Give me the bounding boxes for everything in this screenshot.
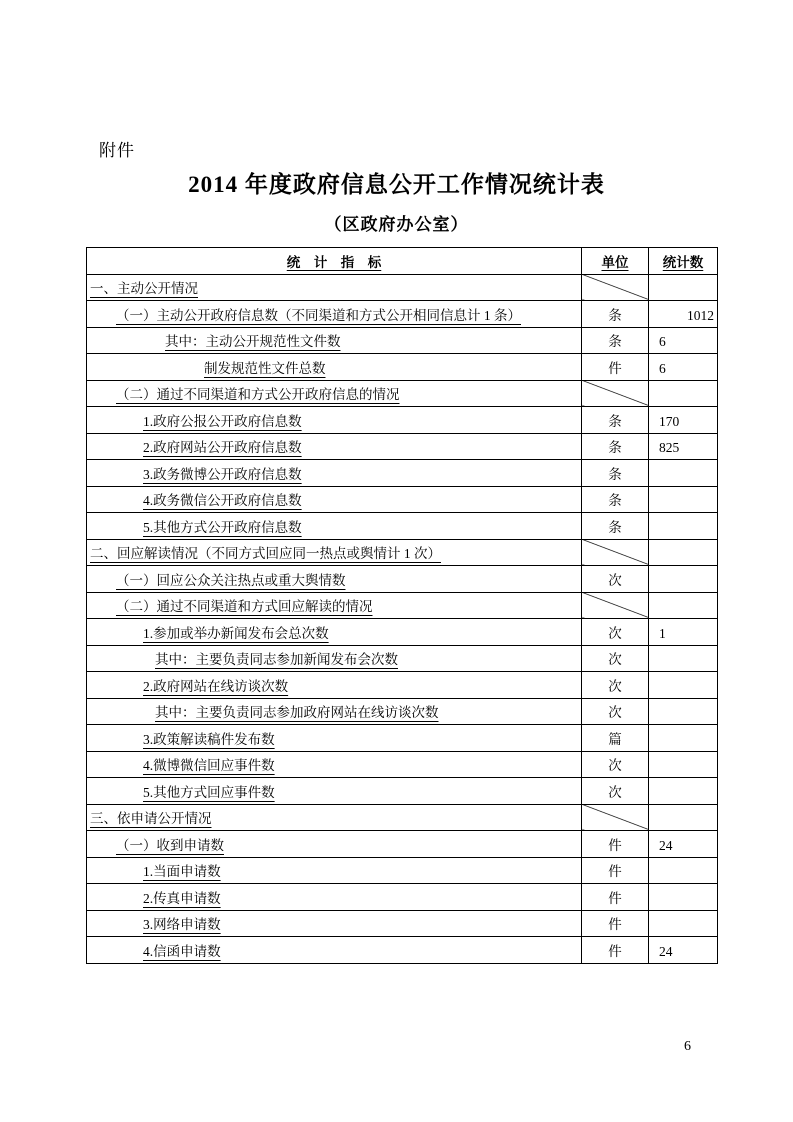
value-cell: 825	[649, 433, 718, 460]
indicator-label: 一、主动公开情况	[90, 281, 198, 296]
indicator-cell	[87, 751, 582, 778]
unit-cell: 条	[582, 433, 649, 460]
indicator-cell	[87, 910, 582, 937]
indicator-cell	[87, 857, 582, 884]
table-row	[87, 778, 718, 805]
value-cell	[649, 778, 718, 805]
unit-cell: 件	[582, 354, 649, 381]
unit-cell: 条	[582, 486, 649, 513]
table-row	[87, 274, 718, 301]
table-row	[87, 407, 718, 434]
unit-cell-slash	[582, 380, 649, 407]
indicator-cell	[87, 592, 582, 619]
table-row	[87, 380, 718, 407]
value-cell	[649, 380, 718, 407]
table-row	[87, 539, 718, 566]
page-subtitle: （区政府办公室）	[324, 215, 469, 234]
unit-cell-slash	[582, 539, 649, 566]
unit-cell: 条	[582, 301, 649, 328]
value-cell	[649, 486, 718, 513]
indicator-cell	[87, 327, 582, 354]
value-cell	[649, 566, 718, 593]
indicator-label: （一）主动公开政府信息数（不同渠道和方式公开相同信息计 1 条）	[116, 307, 521, 323]
indicator-cell	[87, 380, 582, 407]
table-row	[87, 831, 718, 858]
table-row	[87, 486, 718, 513]
indicator-label: 1.参加或举办新闻发布会总次数	[143, 625, 329, 641]
value-cell	[649, 460, 718, 487]
indicator-label: 三、依申请公开情况	[90, 811, 212, 826]
indicator-cell	[87, 539, 582, 566]
indicator-cell	[87, 672, 582, 699]
table-row	[87, 804, 718, 831]
unit-cell: 次	[582, 672, 649, 699]
indicator-cell	[87, 831, 582, 858]
unit-cell: 条	[582, 460, 649, 487]
value-cell	[649, 804, 718, 831]
unit-cell: 条	[582, 513, 649, 540]
indicator-cell	[87, 274, 582, 301]
unit-cell: 次	[582, 619, 649, 646]
value-cell	[649, 884, 718, 911]
table-row	[87, 460, 718, 487]
table-header-row	[87, 248, 718, 275]
indicator-cell	[87, 778, 582, 805]
page-number: 6	[684, 1039, 691, 1054]
indicator-label: 5.其他方式公开政府信息数	[143, 519, 302, 535]
value-cell	[649, 725, 718, 752]
table-row	[87, 327, 718, 354]
unit-cell: 条	[582, 327, 649, 354]
value-cell: 6	[649, 327, 718, 354]
table-row	[87, 884, 718, 911]
indicator-label: 2.传真申请数	[143, 890, 221, 906]
value-cell: 24	[649, 831, 718, 858]
value-cell	[649, 539, 718, 566]
table-row	[87, 725, 718, 752]
column-header-count-label: 统计数	[662, 254, 704, 270]
indicator-cell	[87, 566, 582, 593]
table-row	[87, 566, 718, 593]
indicator-label: 3.政务微博公开政府信息数	[143, 466, 302, 482]
unit-cell: 次	[582, 566, 649, 593]
indicator-cell	[87, 804, 582, 831]
unit-cell: 条	[582, 407, 649, 434]
unit-cell-slash	[582, 804, 649, 831]
indicator-cell	[87, 619, 582, 646]
indicator-label: （一）收到申请数	[116, 837, 224, 853]
indicator-cell	[87, 433, 582, 460]
unit-cell: 次	[582, 778, 649, 805]
table-row	[87, 301, 718, 328]
indicator-cell	[87, 407, 582, 434]
indicator-label: 1.当面申请数	[143, 864, 221, 879]
column-header-indicator-label: 统 计 指 标	[286, 254, 382, 270]
value-cell: 1	[649, 619, 718, 646]
indicator-cell	[87, 354, 582, 381]
unit-cell: 次	[582, 645, 649, 672]
indicator-label: 1.政府公报公开政府信息数	[143, 413, 302, 429]
indicator-label: 其中：主要负责同志参加新闻发布会次数	[155, 652, 398, 667]
indicator-cell	[87, 884, 582, 911]
column-header-unit	[582, 248, 649, 275]
value-cell	[649, 910, 718, 937]
value-cell	[649, 274, 718, 301]
indicator-label: （二）通过不同渠道和方式公开政府信息的情况	[116, 387, 400, 402]
indicator-label: 2.政府网站在线访谈次数	[143, 678, 289, 694]
table-row	[87, 513, 718, 540]
indicator-cell	[87, 486, 582, 513]
unit-cell-slash	[582, 592, 649, 619]
unit-cell: 次	[582, 751, 649, 778]
value-cell: 6	[649, 354, 718, 381]
value-cell	[649, 672, 718, 699]
column-header-unit-label: 单位	[601, 254, 629, 270]
indicator-cell	[87, 301, 582, 328]
value-cell: 170	[649, 407, 718, 434]
statistics-table	[86, 247, 718, 964]
value-cell	[649, 857, 718, 884]
column-header-indicator	[87, 248, 582, 275]
indicator-label: 其中：主要负责同志参加政府网站在线访谈次数	[155, 705, 439, 720]
indicator-label: 4.微博微信回应事件数	[143, 758, 275, 773]
unit-cell: 篇	[582, 725, 649, 752]
table-row	[87, 354, 718, 381]
column-header-count	[649, 248, 718, 275]
value-cell	[649, 751, 718, 778]
indicator-cell	[87, 698, 582, 725]
indicator-cell	[87, 513, 582, 540]
value-cell: 24	[649, 937, 718, 964]
value-cell	[649, 592, 718, 619]
value-cell: 1012	[649, 301, 718, 328]
indicator-label: 2.政府网站公开政府信息数	[143, 440, 302, 455]
table-row	[87, 433, 718, 460]
indicator-label: （一）回应公众关注热点或重大舆情数	[116, 572, 346, 588]
indicator-label: 制发规范性文件总数	[204, 360, 326, 376]
indicator-cell	[87, 645, 582, 672]
unit-cell: 件	[582, 831, 649, 858]
table-row	[87, 592, 718, 619]
table-row	[87, 619, 718, 646]
table-row	[87, 645, 718, 672]
indicator-cell	[87, 937, 582, 964]
indicator-label: 二、回应解读情况（不同方式回应同一热点或舆情计 1 次）	[90, 546, 441, 561]
unit-cell: 件	[582, 910, 649, 937]
indicator-cell	[87, 725, 582, 752]
indicator-label: （二）通过不同渠道和方式回应解读的情况	[116, 599, 373, 614]
indicator-label: 4.政务微信公开政府信息数	[143, 493, 302, 508]
unit-cell: 次	[582, 698, 649, 725]
table-row	[87, 937, 718, 964]
page-title: 2014 年度政府信息公开工作情况统计表	[188, 172, 605, 197]
unit-cell: 件	[582, 937, 649, 964]
table-body	[87, 274, 718, 963]
value-cell	[649, 513, 718, 540]
table-row	[87, 910, 718, 937]
table-row	[87, 857, 718, 884]
indicator-label: 5.其他方式回应事件数	[143, 784, 275, 800]
indicator-label: 3.网络申请数	[143, 917, 221, 932]
indicator-label: 3.政策解读稿件发布数	[143, 731, 275, 747]
value-cell	[649, 698, 718, 725]
attachment-label: 附件	[99, 141, 135, 160]
table-row	[87, 672, 718, 699]
indicator-label: 其中：主动公开规范性文件数	[165, 334, 341, 349]
table-row	[87, 698, 718, 725]
table-row	[87, 751, 718, 778]
indicator-cell	[87, 460, 582, 487]
value-cell	[649, 645, 718, 672]
unit-cell-slash	[582, 274, 649, 301]
unit-cell: 件	[582, 884, 649, 911]
unit-cell: 件	[582, 857, 649, 884]
indicator-label: 4.信函申请数	[143, 943, 221, 959]
